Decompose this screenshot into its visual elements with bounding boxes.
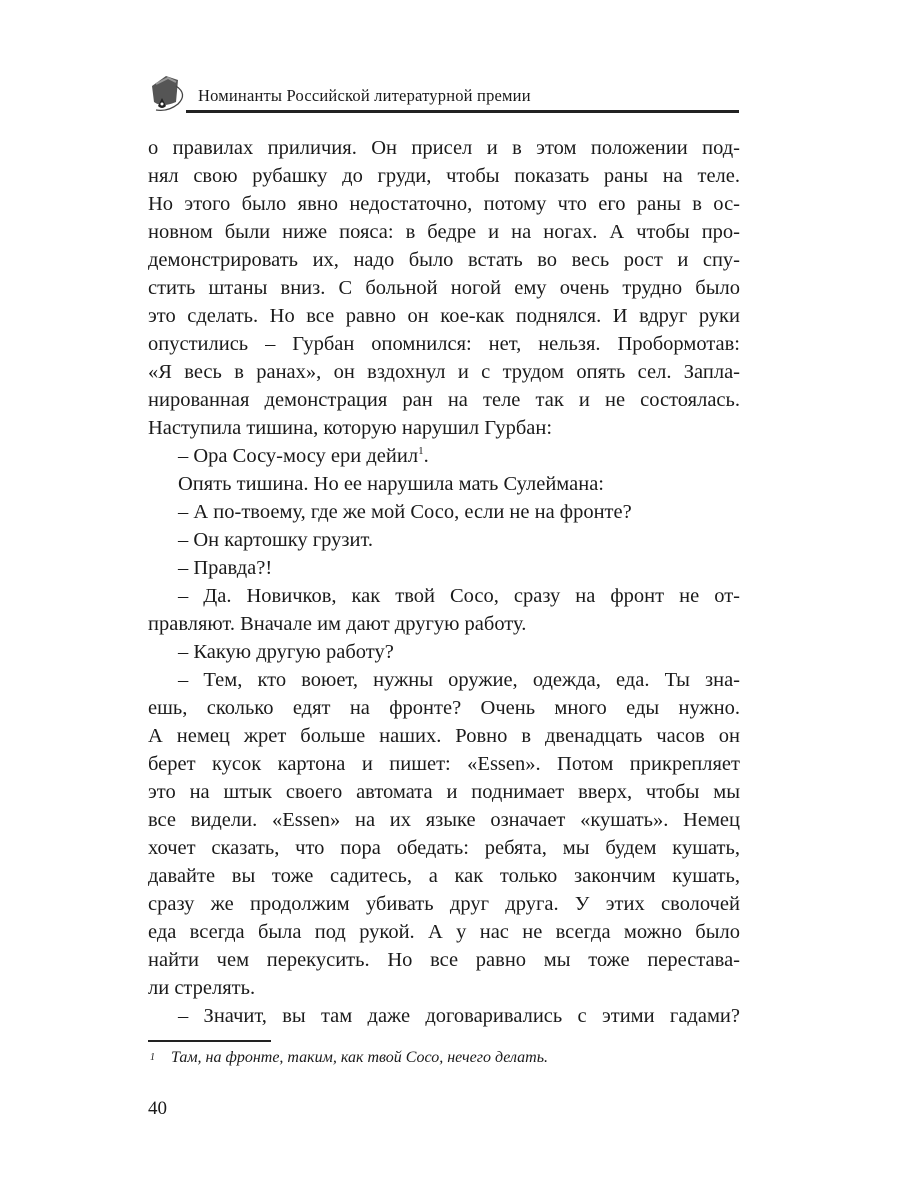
line-text: – Он картошку грузит. <box>178 529 374 551</box>
text-line <box>148 918 740 946</box>
text-line <box>148 470 740 498</box>
line-text: «Я весь в ранах», он вздохнул и с трудом опять сел. Запла- <box>148 361 740 383</box>
line-text-tail: . <box>423 445 429 467</box>
text-line <box>148 218 740 246</box>
line-text: Но этого было явно недостаточно, потому что его раны в ос- <box>148 193 740 215</box>
line-text: это сделать. Но все равно он кое-как поднялся. И вдруг руки <box>148 305 740 327</box>
line-text: – Правда?! <box>178 557 273 579</box>
line-text: еда всегда была под рукой. А у нас не всегда можно было <box>148 921 740 943</box>
line-text: давайте вы тоже садитесь, а как только закончим кушать, <box>148 865 740 887</box>
line-text: о правилах приличия. Он присел и в этом положении под- <box>148 137 740 159</box>
text-line <box>148 890 740 918</box>
line-text: – А по-твоему, где же мой Сосо, если не на фронте? <box>178 501 632 523</box>
text-line <box>148 722 740 750</box>
line-text: Опять тишина. Но ее нарушила мать Сулеймана: <box>178 473 604 495</box>
text-line <box>148 778 740 806</box>
text-line <box>148 134 740 162</box>
text-line <box>148 554 740 582</box>
line-text: – Тем, кто воюет, нужны оружие, одежда, еда. Ты зна- <box>178 669 740 691</box>
header-rule <box>186 110 739 113</box>
text-line <box>148 582 740 610</box>
line-text: все видели. «Essen» на их языке означает «кушать». Немец <box>148 809 740 831</box>
footnote-rule <box>148 1040 271 1042</box>
line-text: найти чем перекусить. Но все равно мы тоже перестава- <box>148 949 740 971</box>
text-line <box>148 386 740 414</box>
line-text: нял свою рубашку до груди, чтобы показать раны на теле. <box>148 165 740 187</box>
line-text: – Какую другую работу? <box>178 641 394 663</box>
line-text: берет кусок картона и пишет: «Essen». Потом прикрепляет <box>148 753 740 775</box>
text-line <box>148 946 740 974</box>
footnote-text: Там, на фронте, таким, как твой Сосо, нечего делать. <box>171 1049 549 1066</box>
text-line <box>148 274 740 302</box>
line-text: ли стрелять. <box>148 977 256 999</box>
text-line <box>148 246 740 274</box>
text-line <box>148 302 740 330</box>
text-line <box>148 638 740 666</box>
line-text: хочет сказать, что пора обедать: ребята, мы будем кушать, <box>148 837 740 859</box>
text-line <box>148 834 740 862</box>
text-line <box>148 526 740 554</box>
footnote-reference[interactable]: 1 <box>418 445 424 458</box>
line-text: опустились – Гурбан опомнился: нет, нельзя. Пробормотав: <box>148 333 740 355</box>
line-text: это на штык своего автомата и поднимает вверх, чтобы мы <box>148 781 740 803</box>
line-text: нированная демонстрация ран на теле так и не состоялась. <box>148 389 740 411</box>
pen-nib-book-icon <box>148 72 188 114</box>
line-text: – Да. Новичков, как твой Сосо, сразу на фронт не от- <box>178 585 740 607</box>
line-text: новном были ниже пояса: в бедре и на ногах. А чтобы про- <box>148 221 740 243</box>
line-text: демонстрировать их, надо было встать во весь рост и спу- <box>148 249 740 271</box>
line-text: стить штаны вниз. С больной ногой ему очень трудно было <box>148 277 740 299</box>
running-head-title: Номинанты Российской литературной премии <box>198 86 531 105</box>
text-line <box>148 190 740 218</box>
footnote-mark: 1 <box>150 1052 155 1063</box>
footnote <box>150 1048 548 1068</box>
body-text <box>148 134 740 1030</box>
text-line <box>148 162 740 190</box>
line-text: А немец жрет больше наших. Ровно в двенадцать часов он <box>148 725 740 747</box>
text-line <box>148 414 740 442</box>
page-number: 40 <box>148 1098 167 1119</box>
text-line <box>148 330 740 358</box>
text-line <box>148 358 740 386</box>
line-text: ешь, сколько едят на фронте? Очень много еды нужно. <box>148 697 740 719</box>
text-line <box>148 694 740 722</box>
text-line <box>148 806 740 834</box>
line-text: правляют. Вначале им дают другую работу. <box>148 613 527 635</box>
text-line <box>148 610 740 638</box>
text-line <box>148 974 740 1002</box>
text-line <box>148 666 740 694</box>
text-line <box>148 442 740 470</box>
line-text: – Значит, вы там даже договаривались с этими гадами? <box>178 1005 740 1027</box>
text-line <box>148 498 740 526</box>
text-line <box>148 750 740 778</box>
line-text: – Ора Сосу-мосу ери дейил <box>178 445 419 467</box>
text-line <box>148 1002 740 1030</box>
line-text: сразу же продолжим убивать друг друга. У этих сволочей <box>148 893 740 915</box>
line-text: Наступила тишина, которую нарушил Гурбан: <box>148 417 553 439</box>
text-line <box>148 862 740 890</box>
